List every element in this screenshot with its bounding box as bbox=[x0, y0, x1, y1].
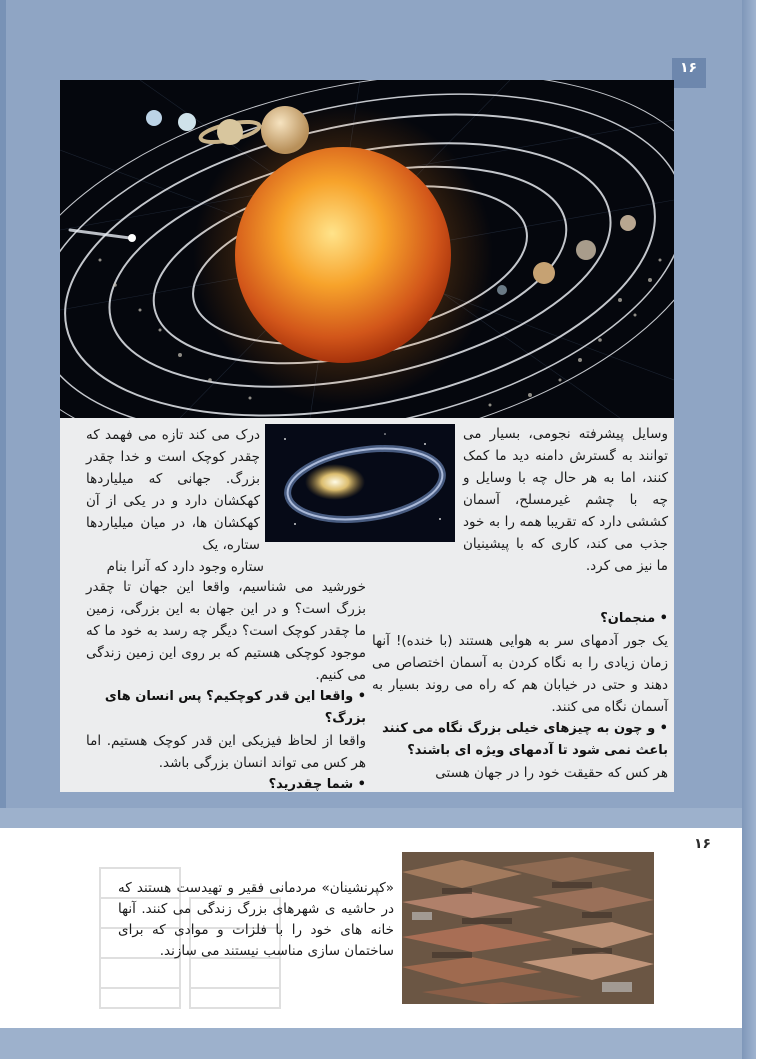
right-column-paragraph-1: وسایل پیشرفته نجومی، بسیار می توانند به گسترش دامنه دید ما کمک کنند، اما به هر حال چه با وسایل و چه با چشم غیرمسلح، آسمان کششی دارد که تقریبا همه را به خود جذب می کند، کاری که با پیشینیان ما نیز می کرد. bbox=[463, 426, 668, 574]
left-heading-how-big: • شما چقدرید؟ bbox=[268, 777, 366, 792]
right-column-section-2 bbox=[372, 608, 668, 784]
right-column-paragraph-3: هر کس که حقیقت خود را در جهان هستی bbox=[435, 765, 668, 781]
left-column-paragraph-1a: درک می کند تازه می فهمد که چقدر کوچک است و خدا چقدر بزرگ. جهانی که میلیاردها کهکشان دارد و در یکی از آن کهکشان ها، در میان میلیاردها ستاره، یک bbox=[86, 427, 260, 553]
right-heading-big-things: • و چون به چیزهای خیلی بزرگ نگاه می کنند باعث نمی شود تا آدمهای ویژه ای باشند؟ bbox=[382, 721, 668, 758]
left-column-section bbox=[86, 576, 366, 796]
solar-system-image bbox=[60, 80, 674, 418]
galaxy-image bbox=[265, 424, 455, 542]
page-number-top: ۱۶ bbox=[680, 60, 698, 76]
divider-band bbox=[0, 808, 756, 828]
left-column-paragraph-1b: ستاره وجود دارد که آنرا بنام bbox=[106, 559, 264, 575]
page-number-bottom: ۱۶ bbox=[694, 836, 712, 852]
right-column-paragraph-2: یک جور آدمهای سر به هوایی هستند (با خنده)! آنها زمان زیادی را به نگاه کردن به آسمان اختصاص می دهند و حتی در خیابان هم که راه می روند بسیار به آسمان نگاه می کنند. bbox=[372, 633, 668, 715]
photo-caption: «کپرنشینان» مردمانی فقیر و تهیدست هستند که در حاشیه ی شهرهای بزرگ زندگی می کنند. آنها خانه های خود را با فلزات و موادی که برای ساختمان سازی مناسب نیستند می سازند. bbox=[118, 880, 394, 959]
left-column-paragraph-1c: خورشید می شناسیم، واقعا این جهان تا چقدر بزرگ است؟ و در این جهان به این بزرگی، زمین ما چقدر کوچک است؟ دیگر چه رسد به خود ما که موجود کوچکی هستیم که بر روی این زمین زندگی می کنیم. bbox=[86, 579, 366, 683]
right-heading-astronomers: • منجمان؟ bbox=[600, 611, 668, 626]
left-column-paragraph-2: واقعا از لحاظ فیزیکی این قدر کوچک هستیم. اما هر کس می تواند انسان بزرگی باشد. bbox=[86, 733, 366, 771]
bottom-band bbox=[0, 1028, 756, 1059]
shanty-town-photo bbox=[402, 852, 654, 1004]
left-heading-small: • واقعا این قدر کوچکیم؟ پس انسان های بزرگ؟ bbox=[104, 689, 366, 726]
